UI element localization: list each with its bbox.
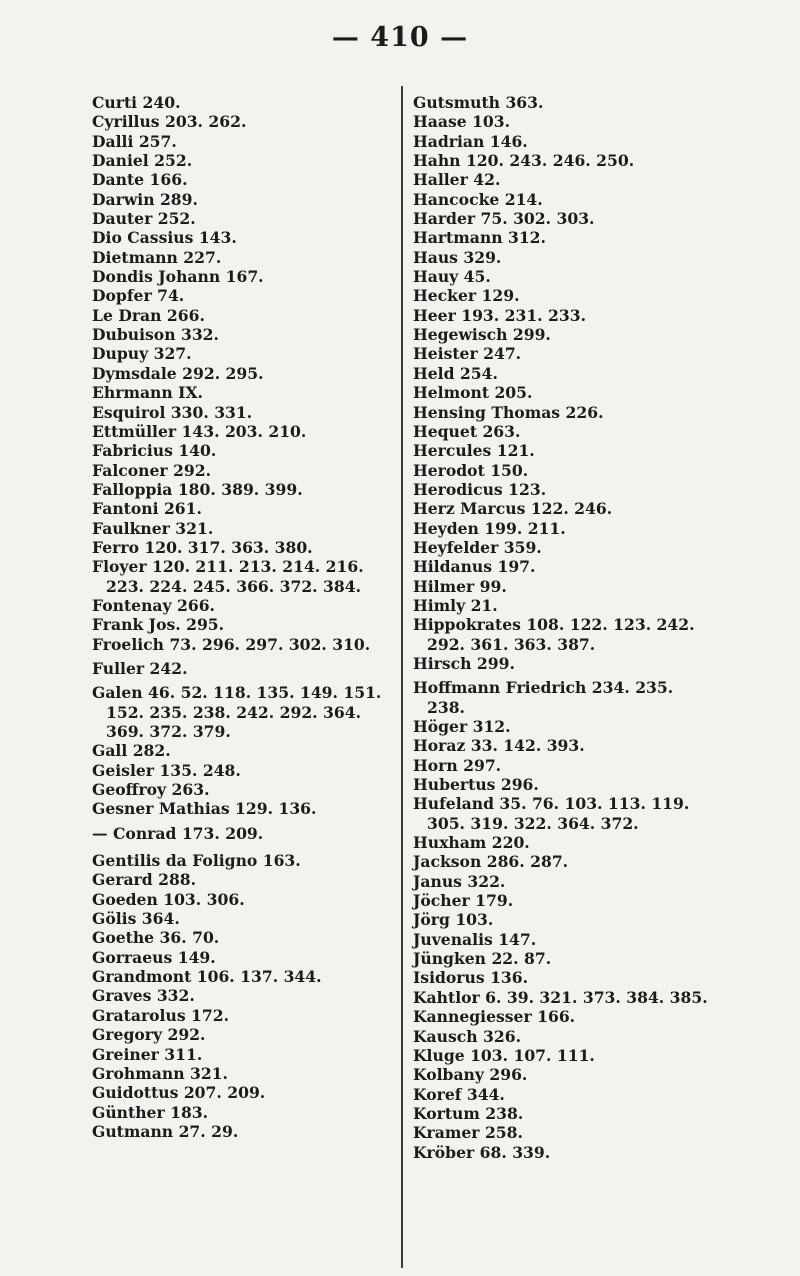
index-entry: Heyden 199. 211.	[413, 518, 566, 538]
index-entry: Juvenalis 147.	[413, 929, 537, 949]
index-entry: Held 254.	[413, 363, 498, 383]
index-entry: Heister 247.	[413, 344, 522, 364]
index-entry: Horn 297.	[413, 755, 502, 775]
index-entry: Faulkner 321.	[92, 518, 214, 538]
index-entry: Kortum 238.	[413, 1103, 524, 1123]
index-entry: — Conrad 173. 209.	[92, 823, 264, 843]
index-entry: Geisler 135. 248.	[92, 760, 241, 780]
index-entry: Daniel 252.	[92, 151, 193, 171]
index-entry: Dopfer 74.	[92, 286, 185, 306]
index-entry: Grandmont 106. 137. 344.	[92, 967, 322, 987]
index-entry: Jackson 286. 287.	[413, 852, 569, 872]
index-entry: Harder 75. 302. 303.	[413, 209, 595, 229]
index-entry: Huxham 220.	[413, 833, 530, 853]
index-entry: Kannegiesser 166.	[413, 1007, 576, 1027]
index-entry: Hahn 120. 243. 246. 250.	[413, 151, 635, 171]
index-entry: Jörg 103.	[413, 910, 494, 930]
index-entry: Gregory 292.	[92, 1025, 206, 1045]
column-divider	[401, 86, 403, 1268]
index-entry: Dupuy 327.	[92, 344, 192, 364]
index-entry: Hildanus 197.	[413, 557, 536, 577]
index-entry: Gutmann 27. 29.	[92, 1121, 239, 1141]
index-entry: Dio Cassius 143.	[92, 228, 237, 248]
index-entry: Greiner 311.	[92, 1044, 203, 1064]
index-entry: Helmont 205.	[413, 383, 533, 403]
index-entry: Hadrian 146.	[413, 131, 528, 151]
index-entry: Goethe 36. 70.	[92, 928, 220, 948]
index-entry: Dalli 257.	[92, 131, 177, 151]
index-entry: Heyfelder 359.	[413, 537, 542, 557]
index-entry: Heer 193. 231. 233.	[413, 305, 587, 325]
index-entry: Floyer 120. 211. 213. 214. 216. 223. 224. 245. 366. 372. 384.	[92, 557, 364, 596]
index-entry: Himly 21.	[413, 595, 498, 615]
index-entry: Hufeland 35. 76. 103. 113. 119. 305. 319. 322. 364. 372.	[413, 794, 690, 833]
index-entry: Hercules 121.	[413, 441, 535, 461]
index-entry: Geoffroy 263.	[92, 780, 210, 800]
index-entry: Dymsdale 292. 295.	[92, 363, 264, 383]
index-entry: Jöcher 179.	[413, 891, 514, 911]
index-entry: Esquirol 330. 331.	[92, 402, 253, 422]
index-entry: Hartmann 312.	[413, 228, 546, 248]
index-entry: Herz Marcus 122. 246.	[413, 499, 613, 519]
index-entry: Dauter 252.	[92, 209, 196, 229]
index-entry: Herodot 150.	[413, 460, 529, 480]
index-entry: Haase 103.	[413, 112, 511, 132]
index-entry: Curti 240.	[92, 93, 181, 112]
index-entry: Haus 329.	[413, 247, 502, 267]
index-entry: Dietmann 227.	[92, 247, 222, 267]
index-entry: Dubuison 332.	[92, 325, 219, 345]
index-entry: Hecker 129.	[413, 286, 520, 306]
index-entry: Gentilis da Foligno 163.	[92, 851, 301, 871]
index-entry: Hilmer 99.	[413, 576, 507, 596]
index-entry: Dondis Johann 167.	[92, 267, 264, 287]
index-entry: Kluge 103. 107. 111.	[413, 1045, 595, 1065]
index-entry: Gratarolus 172.	[92, 1005, 230, 1025]
index-entry: Haller 42.	[413, 170, 501, 190]
index-entry: Kausch 326.	[413, 1026, 522, 1046]
index-entry: Herodicus 123.	[413, 479, 547, 499]
index-entry: Ferro 120. 317. 363. 380.	[92, 537, 313, 557]
index-entry: Cyrillus 203. 262.	[92, 112, 247, 132]
index-entry: Gerard 288.	[92, 870, 197, 890]
index-entry: Günther 183.	[92, 1102, 209, 1122]
index-entry: Kröber 68. 339.	[413, 1142, 551, 1162]
index-entry: Hirsch 299.	[413, 653, 515, 673]
index-entry: Ettmüller 143. 203. 210.	[92, 421, 307, 441]
index-entry: Froelich 73. 296. 297. 302. 310.	[92, 634, 371, 654]
index-entry: Fantoni 261.	[92, 499, 202, 519]
index-entry: Fuller 242.	[92, 658, 188, 678]
index-entry: Jüngken 22. 87.	[413, 949, 552, 969]
index-entry: Hubertus 296.	[413, 775, 539, 795]
index-entry: Fabricius 140.	[92, 441, 217, 461]
index-entry: Gall 282.	[92, 741, 171, 761]
index-entry: Dante 166.	[92, 170, 188, 190]
index-entry: Janus 322.	[413, 871, 506, 891]
index-entry: Hauy 45.	[413, 267, 491, 287]
index-entry: Grohmann 321.	[92, 1063, 228, 1083]
index-entry: Kahtlor 6. 39. 321. 373. 384. 385.	[413, 987, 708, 1007]
index-entry: Darwin 289.	[92, 189, 198, 209]
index-entry: Falconer 292.	[92, 460, 212, 480]
index-column-right	[413, 93, 713, 1162]
index-entry: Hancocke 214.	[413, 189, 543, 209]
index-column-left	[92, 93, 384, 1141]
index-entry: Kramer 258.	[413, 1123, 523, 1143]
index-entry: Gorraeus 149.	[92, 947, 216, 967]
index-entry: Gölis 364.	[92, 909, 180, 929]
index-entry: Le Dran 266.	[92, 305, 205, 325]
index-entry: Galen 46. 52. 118. 135. 149. 151. 152. 235. 238. 242. 292. 364. 369. 372. 379.	[92, 683, 382, 741]
index-entry: Guidottus 207. 209.	[92, 1083, 266, 1103]
index-entry: Graves 332.	[92, 986, 195, 1006]
index-entry: Koref 344.	[413, 1084, 505, 1104]
index-entry: Hoffmann Friedrich 234. 235. 238.	[413, 678, 674, 717]
index-entry: Horaz 33. 142. 393.	[413, 736, 585, 756]
index-entry: Frank Jos. 295.	[92, 615, 225, 635]
index-entry: Hensing Thomas 226.	[413, 402, 604, 422]
index-entry: Fontenay 266.	[92, 595, 215, 615]
index-entry: Goeden 103. 306.	[92, 889, 245, 909]
index-entry: Gesner Mathias 129. 136.	[92, 799, 317, 819]
index-entry: Isidorus 136.	[413, 968, 529, 988]
index-entry: Höger 312.	[413, 717, 511, 736]
index-entry: Hegewisch 299.	[413, 325, 551, 345]
index-entry: Gutsmuth 363.	[413, 93, 544, 112]
index-entry: Falloppia 180. 389. 399.	[92, 479, 303, 499]
index-entry: Hippokrates 108. 122. 123. 242. 292. 361. 363. 387.	[413, 615, 695, 654]
index-entry: Kolbany 296.	[413, 1065, 528, 1085]
page-number: — 410 —	[331, 22, 469, 53]
index-entry: Hequet 263.	[413, 421, 521, 441]
index-entry: Ehrmann IX.	[92, 383, 203, 403]
